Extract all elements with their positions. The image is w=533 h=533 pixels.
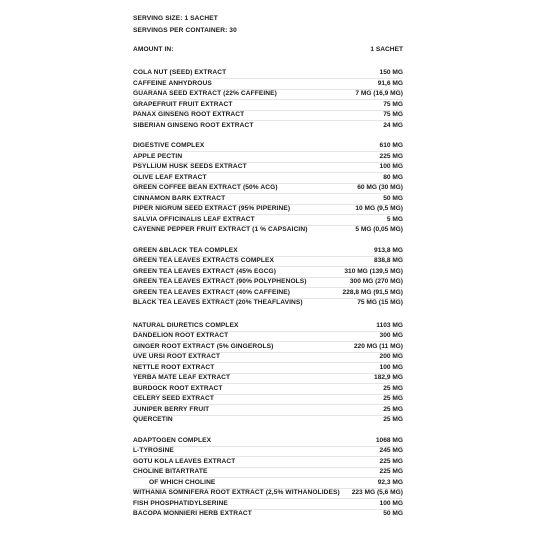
ingredient-row [133, 405, 403, 415]
ingredient-name: BLACK TEA LEAVES EXTRACT (20% THEAFLAVINS) [133, 299, 303, 306]
row-divider [133, 383, 403, 384]
row-divider [133, 99, 403, 100]
ingredient-amount: 5 MG [386, 215, 403, 223]
ingredient-name: BURDOCK ROOT EXTRACT [133, 384, 223, 392]
ingredient-row [133, 89, 403, 99]
amount-in-value: 1 SACHET [370, 46, 403, 53]
row-divider [133, 373, 403, 374]
ingredient-name: DANDELION ROOT EXTRACT [133, 332, 229, 339]
row-divider [133, 446, 403, 447]
row-divider [133, 456, 403, 457]
section-title: GREEN &BLACK TEA COMPLEX [133, 246, 238, 254]
row-divider [133, 488, 403, 489]
ingredient-row [133, 446, 403, 456]
row-divider [133, 266, 403, 267]
row-divider [133, 362, 403, 363]
row-divider [133, 352, 403, 353]
ingredient-row [133, 267, 403, 277]
ingredient-name: CAYENNE PEPPER FRUIT EXTRACT (1 % CAPSAICIN) [133, 226, 308, 233]
ingredient-name: GREEN TEA LEAVES EXTRACT (45% EGCG) [133, 267, 277, 275]
ingredient-amount: 25 MG [383, 405, 403, 413]
ingredient-row [133, 68, 403, 78]
ingredient-row [133, 331, 403, 341]
ingredient-amount: 80 MG [383, 173, 403, 181]
ingredient-amount: 24 MG [383, 121, 403, 129]
ingredient-row [133, 509, 403, 519]
ingredient-row [133, 194, 403, 204]
ingredient-row [133, 288, 403, 298]
ingredient-row [133, 363, 403, 373]
ingredient-amount: 75 MG [383, 100, 403, 108]
ingredient-amount: 245 MG [379, 447, 403, 454]
section-header-tea [133, 246, 403, 256]
ingredient-amount: 300 MG [379, 332, 403, 339]
ingredient-row [133, 384, 403, 394]
ingredient-amount: 228,8 MG (91,5 MG) [342, 288, 403, 296]
ingredient-name: GREEN TEA LEAVES EXTRACT (40% CAFFEINE) [133, 288, 291, 296]
row-divider [133, 277, 403, 278]
ingredient-name: SALVIA OFFICINALIS LEAF EXTRACT [133, 215, 255, 223]
section-title: ADAPTOGEN COMPLEX [133, 436, 212, 444]
row-divider [133, 151, 403, 152]
amount-in-label: AMOUNT IN: [133, 46, 174, 53]
ingredient-row [133, 162, 403, 172]
ingredient-amount: 225 MG [379, 468, 403, 475]
ingredient-row [133, 183, 403, 193]
ingredient-name: PIPER NIGRUM SEED EXTRACT (95% PIPERINE) [133, 205, 291, 212]
section-total: 610 MG [379, 142, 403, 149]
ingredient-row [133, 152, 403, 162]
ingredient-amount: 200 MG [379, 353, 403, 360]
section-total: 1103 MG [376, 321, 403, 329]
ingredient-name: WITHANIA SOMNIFERA ROOT EXTRACT (2,5% WITHANOLIDES) [133, 489, 340, 496]
ingredient-name: OLIVE LEAF EXTRACT [133, 173, 207, 181]
servings-per-container-line [133, 26, 403, 36]
ingredient-row [133, 173, 403, 183]
ingredient-amount: 300 MG (270 MG) [349, 278, 403, 285]
ingredient-amount: 25 MG [383, 395, 403, 402]
ingredient-name: OF WHICH CHOLINE [149, 478, 216, 486]
row-divider [133, 415, 403, 416]
ingredient-amount: 7 MG (16,9 MG) [355, 90, 403, 97]
ingredient-amount: 223 MG (5,6 MG) [351, 489, 403, 496]
ingredient-amount: 100 MG [379, 499, 403, 507]
section-total: 913,8 MG [374, 246, 403, 254]
ingredient-name: QUERCETIN [133, 416, 173, 423]
row-divider [133, 394, 403, 395]
row-divider [133, 183, 403, 184]
row-divider [133, 162, 403, 163]
row-divider [133, 298, 403, 299]
ingredient-row [133, 352, 403, 362]
ingredient-row [133, 298, 403, 308]
ingredient-amount: 182,9 MG [374, 374, 403, 381]
row-divider [133, 331, 403, 332]
ingredient-name: GUARANA SEED EXTRACT (22% CAFFEINE) [133, 90, 277, 97]
ingredient-amount: 50 MG [383, 510, 403, 517]
ingredient-amount: 91,6 MG [377, 79, 403, 87]
ingredient-amount: 60 MG (30 MG) [357, 184, 403, 191]
ingredient-name: GREEN TEA LEAVES EXTRACTS COMPLEX [133, 257, 275, 264]
row-divider [133, 287, 403, 288]
ingredient-row [133, 457, 403, 467]
section-header-adaptogen [133, 436, 403, 446]
row-divider [133, 204, 403, 205]
ingredient-name: JUNIPER BERRY FRUIT [133, 405, 210, 413]
row-divider [133, 404, 403, 405]
ingredient-name: PANAX GINSENG ROOT EXTRACT [133, 111, 245, 118]
row-divider [133, 256, 403, 257]
row-divider [133, 78, 403, 79]
section-title: DIGESTIVE COMPLEX [133, 142, 205, 149]
ingredient-name: UVE URSI ROOT EXTRACT [133, 353, 221, 360]
ingredient-row [133, 373, 403, 383]
ingredient-amount: 10 MG (9,5 MG) [355, 205, 403, 212]
serving-size-line [133, 14, 403, 24]
row-divider [133, 172, 403, 173]
row-divider [133, 214, 403, 215]
row-divider [133, 120, 403, 121]
ingredient-name: GREEN COFFEE BEAN EXTRACT (50% ACG) [133, 184, 278, 191]
row-divider [133, 498, 403, 499]
ingredient-row [133, 215, 403, 225]
ingredient-amount: 25 MG [383, 384, 403, 392]
ingredient-amount: 50 MG [383, 194, 403, 202]
amount-in-header [133, 45, 403, 55]
ingredient-row [133, 467, 403, 477]
ingredient-row [133, 100, 403, 110]
ingredient-name: GINGER ROOT EXTRACT (5% GINGEROLS) [133, 342, 274, 350]
ingredient-amount: 100 MG [379, 163, 403, 170]
ingredient-name: BACOPA MONNIERI HERB EXTRACT [133, 510, 252, 517]
section-header-digestive [133, 141, 403, 151]
ingredient-row [133, 121, 403, 131]
ingredient-row [133, 277, 403, 287]
ingredient-name: GOTU KOLA LEAVES EXTRACT [133, 457, 236, 465]
ingredient-name: APPLE PECTIN [133, 152, 183, 160]
row-divider [133, 467, 403, 468]
ingredient-amount: 310 MG (139,5 MG) [344, 267, 403, 275]
serving-size-text: SERVING SIZE: 1 SACHET [133, 15, 218, 22]
ingredient-name: YERBA MATE LEAF EXTRACT [133, 374, 231, 381]
ingredient-name: FISH PHOSPHATIDYLSERINE [133, 499, 228, 507]
ingredient-name: L-TYROSINE [133, 447, 174, 454]
row-divider [133, 193, 403, 194]
servings-per-container-text: SERVINGS PER CONTAINER: 30 [133, 27, 237, 34]
ingredient-name: SIBERIAN GINSENG ROOT EXTRACT [133, 121, 254, 129]
ingredient-amount: 220 MG (11 MG) [353, 342, 403, 350]
ingredient-row [133, 256, 403, 266]
ingredient-row [133, 110, 403, 120]
section-header-diuretics [133, 321, 403, 331]
row-divider [133, 110, 403, 111]
ingredient-row [133, 225, 403, 235]
ingredient-amount: 225 MG [379, 457, 403, 465]
ingredient-amount: 225 MG [379, 152, 403, 160]
ingredient-amount: 150 MG [379, 69, 403, 76]
row-divider [133, 509, 403, 510]
row-divider [133, 225, 403, 226]
ingredient-amount: 75 MG [383, 111, 403, 118]
ingredient-name: CINNAMON BARK EXTRACT [133, 194, 226, 202]
ingredient-name: CHOLINE BITARTRATE [133, 468, 208, 475]
ingredient-amount: 92,3 MG [377, 478, 403, 486]
ingredient-name: CELERY SEED EXTRACT [133, 395, 215, 402]
row-divider [133, 341, 403, 342]
ingredient-row [133, 204, 403, 214]
ingredient-name: NETTLE ROOT EXTRACT [133, 363, 215, 371]
row-divider [133, 477, 403, 478]
ingredient-row [133, 79, 403, 89]
ingredient-amount: 5 MG (0,05 MG) [355, 226, 403, 233]
row-divider [133, 89, 403, 90]
ingredient-row [133, 415, 403, 425]
ingredient-row [133, 488, 403, 498]
ingredient-amount: 75 MG (15 MG) [357, 299, 403, 306]
ingredient-name: PSYLLIUM HUSK SEEDS EXTRACT [133, 163, 247, 170]
ingredient-row [133, 499, 403, 509]
ingredient-amount: 100 MG [379, 363, 403, 371]
ingredient-subrow [133, 478, 403, 488]
ingredient-name: CAFFEINE ANHYDROUS [133, 79, 212, 87]
ingredient-amount: 25 MG [383, 416, 403, 423]
ingredient-row [133, 394, 403, 404]
ingredient-name: GRAPEFRUIT FRUIT EXTRACT [133, 100, 233, 108]
ingredient-amount: 838,8 MG [374, 257, 403, 264]
section-title: NATURAL DIURETICS COMPLEX [133, 321, 239, 329]
ingredient-name: GREEN TEA LEAVES EXTRACT (90% POLYPHENOLS) [133, 278, 307, 285]
ingredient-name: COLA NUT (SEED) EXTRACT [133, 69, 227, 76]
section-total: 1068 MG [375, 436, 403, 444]
ingredient-row [133, 342, 403, 352]
